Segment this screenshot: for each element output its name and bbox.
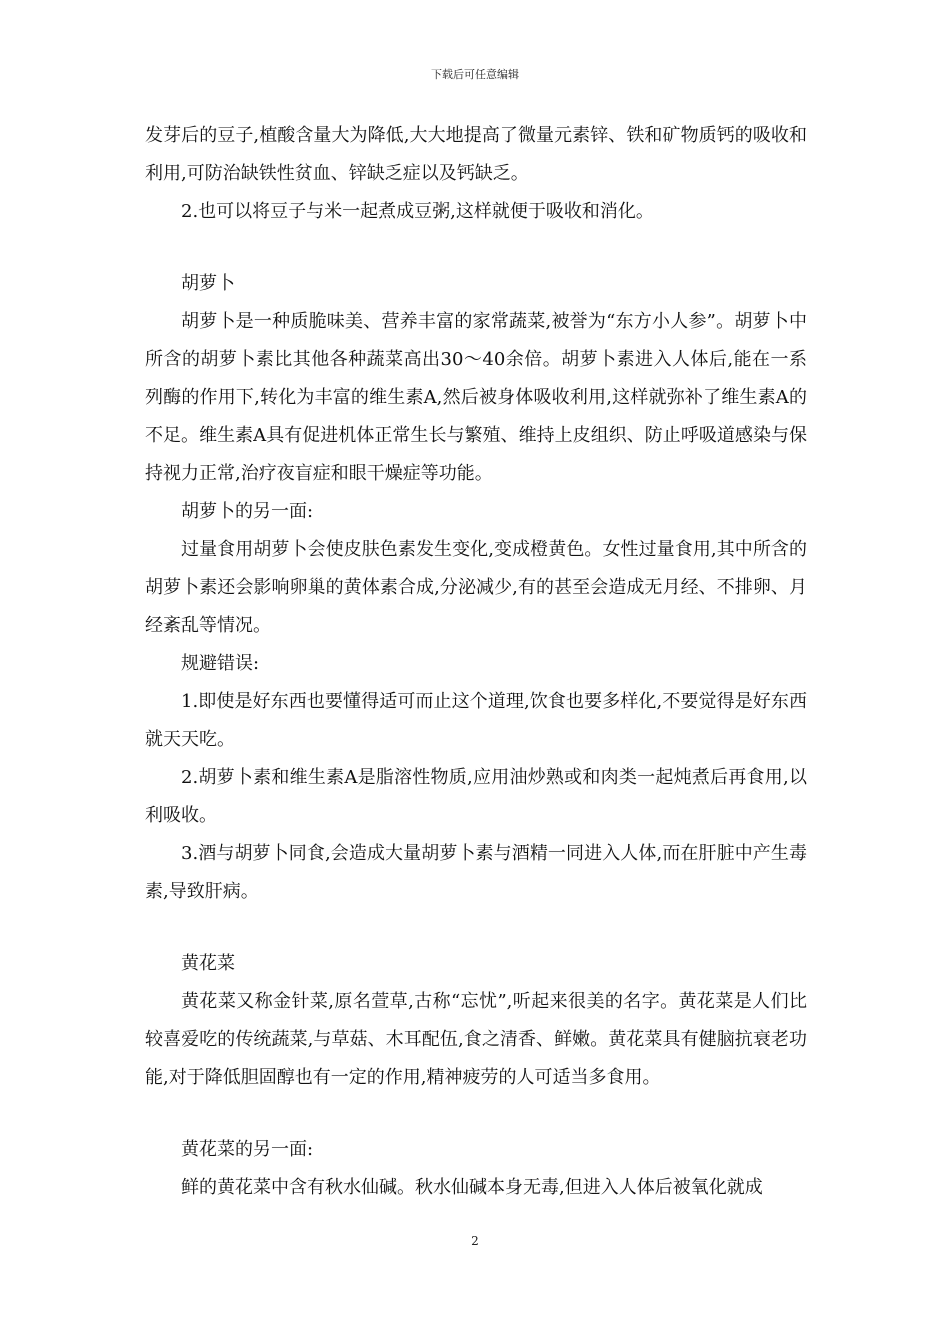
paragraph-carrot-other-side: 过量食用胡萝卜会使皮肤色素发生变化,变成橙黄色。女性过量食用,其中所含的胡萝卜素还会影响卵巢的黄体素合成,分泌减少,有的甚至会造成无月经、不排卵、月经紊乱等情况。 [145,539,807,636]
paragraph-carrot-intro: 胡萝卜是一种质脆味美、营养丰富的家常蔬菜,被誉为“东方小人参”。胡萝卜中所含的胡萝卜素比其他各种蔬菜高出30～40余倍。胡萝卜素进入人体后,能在一系列酶的作用下,转化为丰富的维生素A,然后被身体吸收利用,这样就弥补了维生素A的不足。维生素A具有促进机体正常生长与繁殖、维持上皮组织、防止呼吸道感染与保持视力正常,治疗夜盲症和眼干燥症等功能。 [145,311,807,484]
list-item-avoid-3: 3.酒与胡萝卜同食,会造成大量胡萝卜素与酒精一同进入人体,而在肝脏中产生毒素,导致肝病。 [145,843,807,902]
section-spacer [145,231,807,265]
list-item-avoid-2: 2.胡萝卜素和维生素A是脂溶性物质,应用油炒熟或和肉类一起炖煮后再食用,以利吸收。 [145,767,807,826]
list-item-avoid-1: 1.即使是好东西也要懂得适可而止这个道理,饮食也要多样化,不要觉得是好东西就天天吃。 [145,691,807,750]
subheading-carrot-other-side: 胡萝卜的另一面: [181,501,314,522]
section-spacer [145,911,807,945]
paragraph-sprouted-beans: 发芽后的豆子,植酸含量大为降低,大大地提高了微量元素锌、铁和矿物质钙的吸收和利用,可防治缺铁性贫血、锌缺乏症以及钙缺乏。 [145,125,807,184]
subheading-avoid-mistakes: 规避错误: [181,653,260,674]
section-heading-carrot: 胡萝卜 [181,273,235,294]
subheading-daylily-other-side: 黄花菜的另一面: [181,1139,314,1160]
section-heading-daylily: 黄花菜 [181,953,235,974]
paragraph-bean-porridge-tip: 2.也可以将豆子与米一起煮成豆粥,这样就便于吸收和消化。 [181,201,654,222]
paragraph-daylily-other-side: 鲜的黄花菜中含有秋水仙碱。秋水仙碱本身无毒,但进入人体后被氧化就成 [181,1177,763,1198]
section-spacer [145,1097,807,1131]
page-number: 2 [471,1234,479,1248]
paragraph-daylily-intro: 黄花菜又称金针菜,原名萱草,古称“忘忧”,听起来很美的名字。黄花菜是人们比较喜爱吃的传统蔬菜,与草菇、木耳配伍,食之清香、鲜嫩。黄花菜具有健脑抗衰老功能,对于降低胆固醇也有一定的作用,精神疲劳的人可适当多食用。 [145,991,807,1088]
page-header: 下载后可任意编辑 [431,68,519,81]
document-body [145,117,807,1207]
